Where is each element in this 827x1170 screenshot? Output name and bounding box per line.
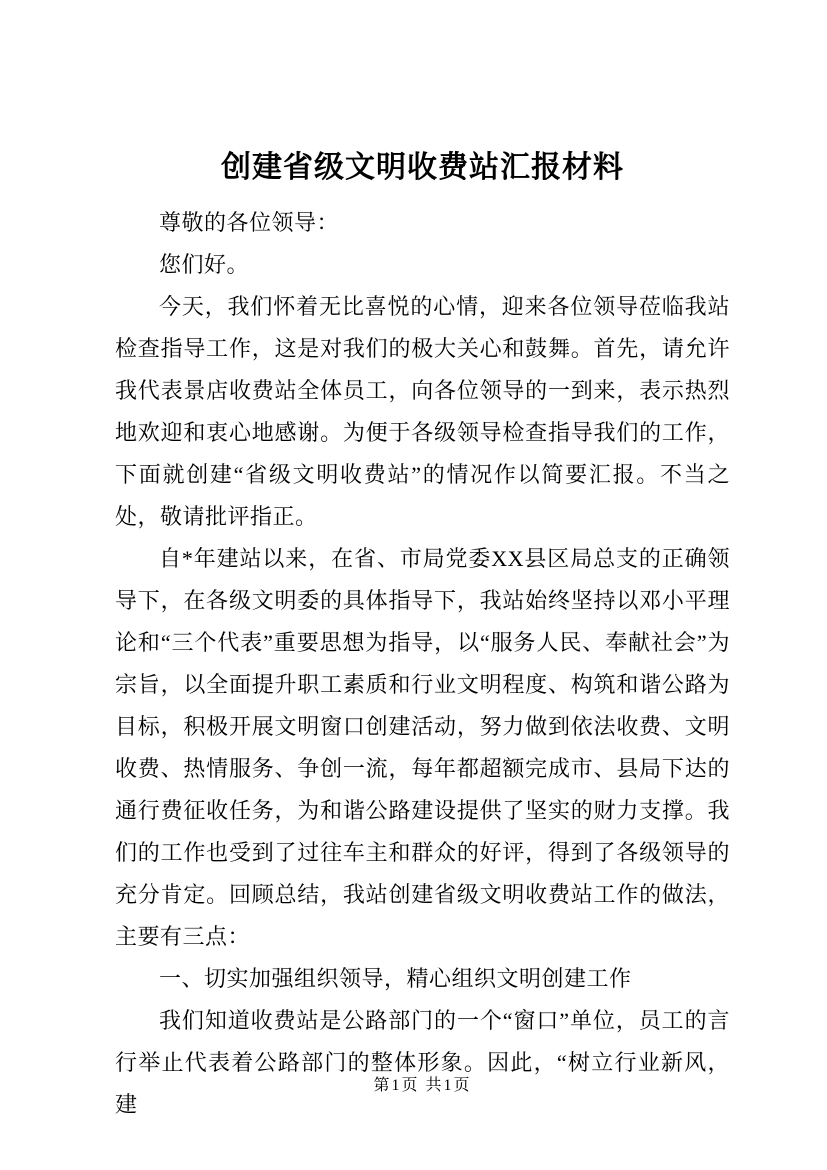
paragraph-salutation: 尊敬的各位领导： (159, 210, 340, 235)
paragraph-overview: 自*年建站以来，在省、市局党委XX县区局总支的正确领导下，在各级文明委的具体指导下，我站始终坚持以邓小平理论和“三个代表”重要思想为指导，以“服务人民、奉献社会”为宗旨，以全面提升职工素质和行业文明程度、构筑和谐公路为目标，积极开展文明窗口创建活动，努力做到依法收费、文明收费、热情服务、争创一流，每年都超额完成市、县局下达的通行费征收任务，为和谐公路建设提供了坚实的财力支撑。我们的工作也受到了过往车主和群众的好评，得到了各级领导的充分肯定。回顾总结，我站创建省级文明收费站工作的做法，主要有三点： (115, 546, 730, 949)
paragraph-intro: 今天，我们怀着无比喜悦的心情，迎来各位领导莅临我站检查指导工作，这是对我们的极大关心和鼓舞。首先，请允许我代表景店收费站全体员工，向各位领导的一到来，表示热烈地欢迎和衷心地感谢。为便于各级领导检查指导我们的工作，下面就创建“省级文明收费站”的情况作以简要汇报。不当之处，敬请批评指正。 (115, 294, 730, 529)
paragraph-section-heading: 一、切实加强组织领导，精心组织文明创建工作 (159, 966, 632, 991)
page-footer: 第1页 共1页 (373, 1077, 472, 1094)
paragraph-section-body: 我们知道收费站是公路部门的一个“窗口”单位，员工的言行举止代表着公路部门的整体形象。因此，“树立行业新风，建 (115, 1008, 730, 1117)
paragraph-greeting: 您们好。 (159, 252, 250, 277)
document-title: 创建省级文明收费站汇报材料 (221, 151, 624, 184)
